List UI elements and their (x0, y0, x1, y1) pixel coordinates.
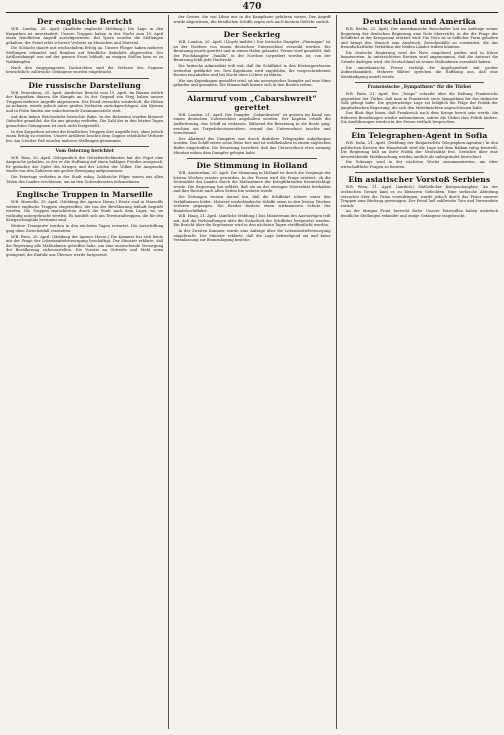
article-paragraph: der Ostsee, die von Libau aus in die Kampfzone gefahren waren. Der Angriff wurde abgewiesen; die feindlichen Schiffe zogen sich nach kurzem Gefecht zurück. (173, 15, 331, 24)
article-paragraph: Weitere Transporte werden in den nächsten Tagen erwartet. Die Ausschiffung ging ohne Zwischenfall vonstatten. (6, 224, 164, 233)
article-paragraph: W.B. London, 20. April. (Amtliche englische Meldung.) Die Lage in den Karpathen ist unverändert. Unsere Truppen haben in der Nacht zum 19. April einen feindlichen Angriff zurückgewiesen. Bei Ypern wurden die Stellungen gehalten; der Feind erlitt schwere Verluste an Menschen und Material. (6, 27, 164, 45)
article-paragraph: Auf dem linken Weichselufer herrschte Ruhe. In der Bukowina wurden kleinere Gefechte gemeldet, die für uns günstig verliefen. Die Zahl der in den letzten Tagen gemachten Gefangenen ist noch nicht festgestellt. (6, 114, 164, 128)
article-heading: Ein Telegraphen-Agent in Sofia (351, 131, 488, 140)
article-paragraph: An der übrigen Front herrscht Ruhe. Unsere Patrouillen haben mehrfach feindliche Stellungen erkundet und einige Gefangene eingebracht. (340, 209, 498, 218)
article-heading: Vom Osterzug berichtet (55, 149, 114, 155)
divider (355, 172, 484, 173)
article-paragraph: Die Feiertage verliefen in der Stadt ruhig. Zahlreiche Pilger waren aus allen Teilen des Landes erschienen, um an den Gottesdiensten teilzunehmen. (6, 175, 164, 184)
article-paragraph: Die amerikanische Presse verfolgt die Angelegenheit mit großer Aufmerksamkeit. Mehrere Blätter sprechen die Hoffnung aus, daß eine Verständigung erzielt werde. (340, 65, 498, 79)
article-paragraph: Der Alarmruf des Dampfers war durch drahtlose Telegraphie aufgefangen worden. Das Schiff setzte seine Reise fort und ist wohlbehalten in einem englischen Hafen eingetroffen. Die Besatzung berichtet, daß das Unterseeboot etwa zwanzig Minuten neben dem Dampfer gelegen habe. (173, 136, 331, 155)
columns (6, 15, 498, 729)
article-paragraph: Nach den eingegangenen Nachrichten sind die Verluste des Gegners beträchtlich; zahlreiche Gefangene wurden eingebracht. (6, 65, 164, 75)
divider (187, 158, 316, 159)
divider (355, 128, 484, 129)
article-paragraph: Wie aus Kopenhagen gemeldet wird, ist ein norwegischer Dampfer auf eine Mine gelaufen und gesunken. Die Mannschaft konnte sich in den Booten retten. (173, 78, 331, 88)
divider (20, 187, 149, 188)
article-paragraph: W.B. Wien, 21. April. (Amtlich.) Südöstlicher Kriegsschauplatz. An der serbischen Grenze kam es zu kleineren Gefechten. Eine serbische Abteilung versuchte über die Drina vorzudringen, wurde jedoch durch das Feuer unserer Truppen zum Rückzug gezwungen. Der Feind ließ zahlreiche Tote und Verwundete zurück. (340, 185, 498, 208)
header-rule (6, 12, 498, 13)
article-heading: Der Seekrieg (223, 30, 281, 40)
article-paragraph: W.B. Petersburg, 20. April. Amtlicher Bericht vom 19. April. Im Raume östlich der Karpathen dauern die Kämpfe an. In der Gegend von Stryj haben unsere Truppen mehrere Angriffe abgewiesen. Der Feind versuchte wiederholt, die Höhen zu nehmen, wurde jedoch unter großen Verlusten zurückgeschlagen. Am Njemen und in Polen fanden nur unbedeutende Zusammenstöße statt. (6, 90, 164, 114)
column-left (6, 15, 163, 729)
article-heading: Die Stimmung in Holland (196, 161, 308, 171)
divider (20, 146, 149, 147)
divider (20, 78, 149, 79)
article-paragraph: W.B. Berlin, 21. April. Der amerikanische Botschafter hat im Auftrage seiner Regierung der deutschen Regierung eine Note überreicht, in der die Frage der Schiffahrt in der Kriegszone erörtert wird. Die Note ist in höflicher Form gehalten und bringt den Wunsch zum Ausdruck, Zwischenfälle zu vermeiden, die das freundschaftliche Verhältnis der beiden Länder trüben könnten. (340, 27, 498, 50)
article-paragraph: W.B. Sofia, 21. April. (Meldung der Bulgarischen Telegraphen-Agentur.) In den politischen Kreisen der Hauptstadt wird die Lage auf dem Balkan ruhig beurteilt. Die Regierung hält an ihrer Politik der Neutralität fest. Gerüchte über eine bevorstehende Mobilmachung werden amtlich als unbegründet bezeichnet. (340, 141, 498, 159)
article-paragraph: Die Sobranje wird in der nächsten Woche zusammentreten, um über wirtschaftliche Fragen zu beraten. (340, 160, 498, 169)
divider (187, 27, 316, 28)
article-paragraph: In den Karpathen setzten die feindlichen Truppen ihre Angriffe fort, ohne jedoch einen Erfolg zu erzielen. Unsere Artillerie brachte dem Gegner erhebliche Verluste bei. Am Uzsoker Paß wurden mehrere Stellungen genommen. (6, 129, 164, 143)
article-heading: Deutschland und Amerika (362, 17, 476, 26)
article-paragraph: W.B. Paris, 20. April. (Meldung der Agence Havas.) Die Kammer hat sich heute mit der Frage der Lebensmittelversorgung beschäftigt. Der Minister erklärte, daß die Regierung alle Maßnahmen getroffen habe, um eine ausreichende Versorgung der Bevölkerung sicherzustellen. Die Vorräte an Getreide und Mehl seien genügend; die Einfuhr aus Übersee werde fortgesetzt. (6, 234, 164, 257)
article-paragraph: W.B. Paris, 21. April. Der „Temps“ schreibt über die Haltung Frankreichs gegenüber der Türkei, daß man in Frankreich stets Sympathien für das türkische Volk gehegt habe. Die gegenwärtige Lage sei lediglich die Folge der Politik der jungtürkischen Regierung, die sich den Mittelmächten angeschlossen habe. (340, 91, 498, 110)
page-number: 470 (242, 2, 262, 12)
divider (355, 82, 484, 83)
article-paragraph: W.B. Amsterdam, 20. April. Die Stimmung in Holland ist durch die Vorgänge der letzten Wochen ernster geworden. In der Presse wird die Frage erörtert, ob die Neutralität des Landes durch die Maßnahmen der Kriegführenden beeinträchtigt werde. Die Regierung hat erklärt, daß sie an der strengen Neutralität festhalten und ihre Rechte nach allen Seiten hin wahren werde. (173, 171, 331, 194)
article-paragraph: W.B. Rom, 20. April. Gelegentlich der Osterfeierlichkeiten hat der Papst eine Ansprache gehalten, in der er die Hoffnung auf einen baldigen Frieden aussprach. Er gedachte der Opfer des Krieges und der Leiden der Völker. Die Ansprache wurde von den Zuhörern mit großer Bewegung aufgenommen. (6, 155, 164, 174)
column-middle (168, 15, 330, 729)
article-paragraph: Die Zeitungen weisen darauf hin, daß die Schiffahrt schwer unter den Verhältnissen leidet. Mehrere niederländische Schiffe seien in den letzten Wochen verloren gegangen. Die Reeder fordern einen wirksameren Schutz der Handelsschiffahrt. (173, 194, 331, 213)
article-heading: Die russische Darstellung (28, 80, 141, 90)
article-paragraph: W.B. London, 21. April. Der Dampfer „Cabarshwreit“ ist gestern im Kanal von einem deutschen Unterseeboot angehalten worden. Der Kapitän erhielt die Aufforderung, das Schiff zu verlassen. Während die Besatzung in die Boote ging, erschien ein Torpedobootszerstörer, worauf das Unterseeboot tauchte und verschwand. (173, 112, 331, 136)
article-paragraph: Die Schlacht dauert mit wechselndem Erfolg an. Unsere Flieger haben mehrere Stellungen erkundet und Bomben auf feindliche Bahnhöfe abgeworfen. Der Artilleriekampf war auf der ganzen Front lebhaft; an einigen Stellen kam es zu Nahkämpfen. (6, 46, 164, 65)
article-paragraph: Die britische Admiralität teilt mit, daß die Schiffahrt in den Küstengewässern weiterhin gefährdet sei. Den Kapitänen wird empfohlen, die vorgeschriebenen Routen einzuhalten und bei Nacht ohne Lichter zu fahren. (173, 64, 331, 78)
article-paragraph: In der Zweiten Kammer wurde eine Anfrage über die Lebensmittelversorgung eingebracht. Der Minister erklärte, daß die Lage befriedigend sei und keine Veranlassung zur Beunruhigung bestehe. (173, 229, 331, 243)
article-heading: Alarmruf vom „Cabarshwreit“ gerettet (187, 93, 317, 112)
article-heading: Englische Truppen in Marseille (16, 190, 153, 200)
article-heading: Ein asiatischer Vorstoß Serbiens (348, 175, 491, 185)
article-paragraph: W.B. London, 20. April. (Lloyds meldet.) Der britische Dampfer „Ptarmigan“ ist an der Nordsee von einem deutschen Unterseeboot versenkt worden. Die Besatzung wurde gerettet und in einem Hafen gelandet. Ferner wird gemeldet, daß der Fischdampfer „Vanilla“ in der Nordsee torpediert worden ist; von der Besatzung fehlt jede Nachricht. (173, 40, 331, 63)
column-right (336, 15, 498, 729)
article-paragraph: Die deutsche Regierung wird die Note eingehend prüfen und in Kürze beantworten. In unterrichteten Kreisen wird angenommen, daß die Antwort die Gründe darlegen wird, die Deutschland zu seinen Maßnahmen veranlaßt haben. (340, 50, 498, 65)
article-heading: Der englische Bericht (37, 17, 133, 26)
article-paragraph: Das Blatt fügt hinzu, daß Frankreich nach dem Kriege bereit sein werde, die früheren Beziehungen wieder aufzunehmen, sofern die Türkei ihre Politik ändere. Die Ausführungen werden in der Presse vielfach besprochen. (340, 111, 498, 125)
article-paragraph: W.B. Marseille, 20. April. (Meldung der Agence Havas.) Heute sind in Marseille weitere englische Truppen eingetroffen, die von der Bevölkerung lebhaft begrüßt wurden. Die Truppen marschierten durch die Stadt nach dem Lager, wo sie vorläufig untergebracht werden. Es handelt sich um Territorialtruppen, die für den Kriegsschauplatz bestimmt sind. (6, 200, 164, 223)
article-paragraph: W.B. Haag, 21. April. (Amtliche Meldung.) Das Ministerium des Auswärtigen teilt mit, daß die Verhandlungen über die Sicherheit der Schiffahrt fortgesetzt werden. Ein Bericht über die Ergebnisse wird in den nächsten Tagen veröffentlicht werden. (173, 214, 331, 228)
divider (187, 91, 316, 92)
article-heading: Französische „Sympathien“ für die Türkei (367, 85, 471, 91)
